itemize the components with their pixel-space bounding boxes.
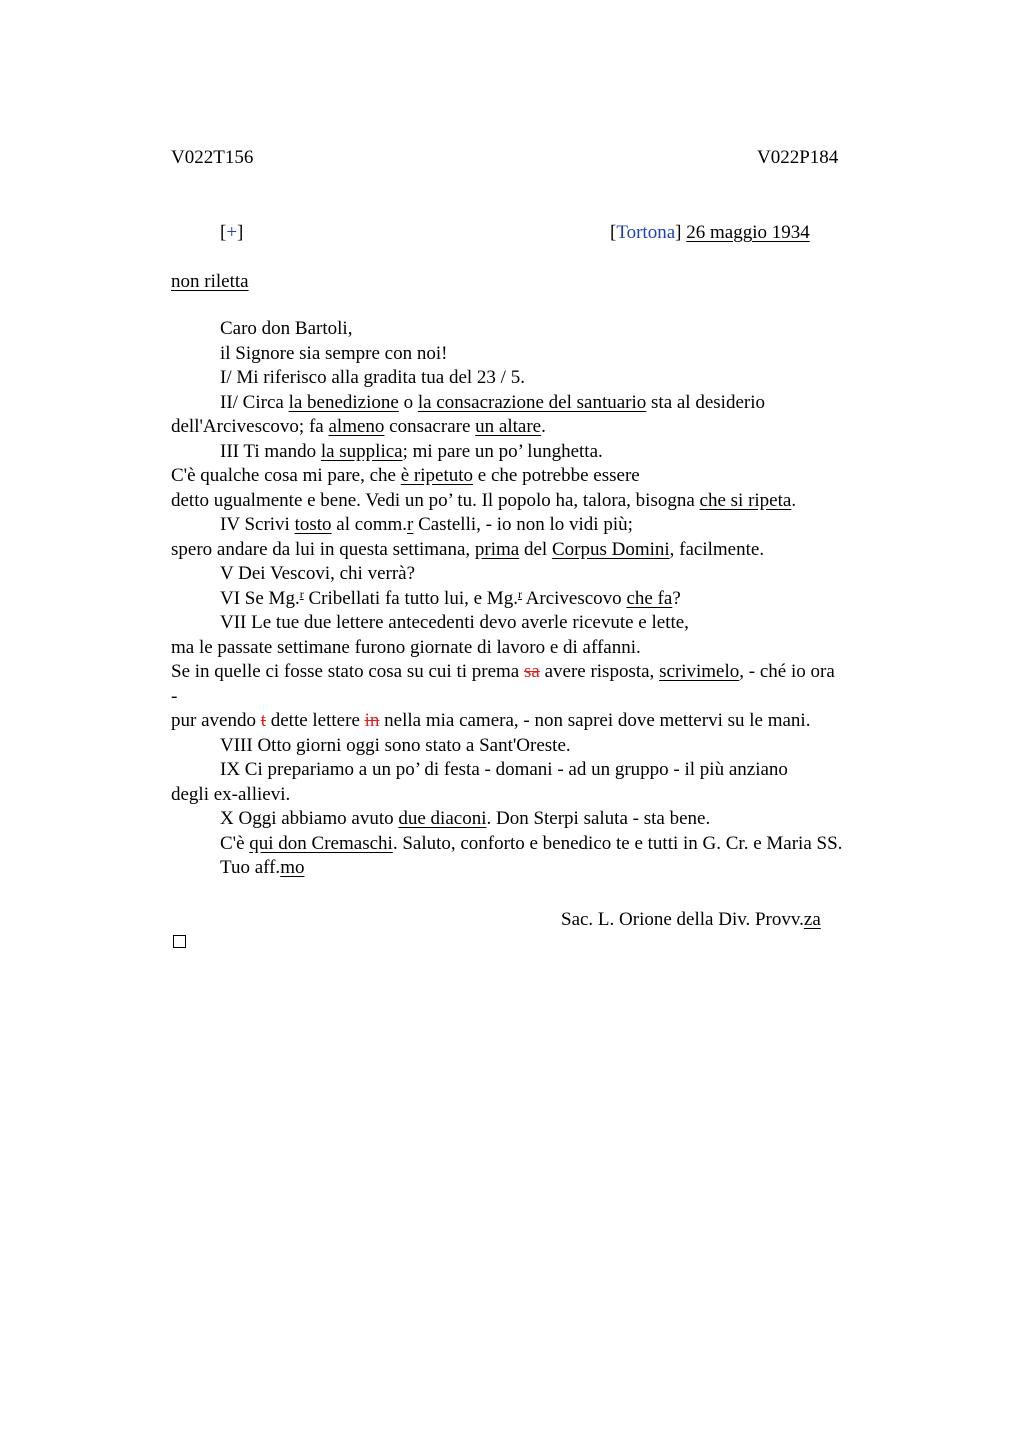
letter-line: X Oggi abbiamo avuto due diaconi. Don Sterpi saluta - sta bene. (220, 808, 711, 829)
letter-line: V Dei Vescovi, chi verrà? (220, 563, 416, 584)
deleted-text: sa (524, 661, 540, 682)
letter-line: VII Le tue due lettere antecedenti devo averle ricevute e lette, (220, 612, 689, 633)
letter-line: VI Se Mg.$^r$ Cribellati fa tutto lui, e Mg.$^r$ Arcivescovo che fa? (220, 586, 681, 609)
signature: Sac. L. Orione della Div. Provv.za (561, 909, 821, 930)
salutation: Caro don Bartoli, (220, 318, 353, 339)
letter-body (171, 318, 911, 882)
dateline: [Tortona] 26 maggio 1934 (610, 222, 810, 243)
cross-symbol: + (226, 222, 238, 243)
review-note: non riletta (171, 271, 249, 292)
deleted-text: t (260, 710, 266, 731)
letter-line: spero andare da lui in questa settimana, prima del Corpus Domini, facilmente. (171, 538, 765, 560)
closing: Tuo aff.mo (220, 857, 305, 878)
letter-line: C'è qualche cosa mi pare, che è ripetuto e che potrebbe essere (171, 465, 640, 486)
letter-line: dell'Arcivescovo; fa almeno consacrare un altare. (171, 416, 546, 437)
cross-marker: [+] (220, 222, 244, 243)
letter-line: Se in quelle ci fosse stato cosa su cui ti prema sa avere risposta, scrivimelo, - ché io ora (171, 661, 835, 682)
letter-line: - (171, 685, 178, 707)
empty-square-icon (173, 935, 186, 948)
document-code-left: V022T156 (171, 147, 254, 168)
letter-date: 26 maggio 1934 (686, 222, 810, 243)
letter-line: IV Scrivi tosto al comm.r Castelli, - io non lo vidi più; (220, 514, 633, 535)
letter-line: degli ex-allievi. (171, 783, 291, 805)
letter-line: IX Ci prepariamo a un po’ di festa - domani - ad un gruppo - il più anziano (220, 759, 788, 780)
letter-line: II/ Circa la benedizione o la consacrazione del santuario sta al desiderio (220, 391, 765, 413)
document-code-right: V022P184 (757, 147, 839, 168)
letter-line: detto ugualmente e bene. Vedi un po’ tu. Il popolo ha, talora, bisogna che si ripeta. (171, 489, 797, 511)
letter-line: VIII Otto giorni oggi sono stato a Sant'Oreste. (220, 734, 571, 756)
letter-line: III Ti mando la supplica; mi pare un po’ lunghetta. (220, 440, 603, 462)
letter-line: I/ Mi riferisco alla gradita tua del 23 / 5. (220, 367, 525, 388)
letter-line: C'è qui don Cremaschi. Saluto, conforto e benedico te e tutti in G. Cr. e Maria SS. (220, 832, 843, 854)
place-name: Tortona (616, 222, 676, 243)
deleted-text: in (364, 710, 380, 731)
letter-line: ma le passate settimane furono giornate di lavoro e di affanni. (171, 636, 641, 658)
letter-line: pur avendo t dette lettere in nella mia camera, - non saprei dove mettervi su le mani. (171, 710, 811, 731)
letter-line: il Signore sia sempre con noi! (220, 342, 448, 364)
